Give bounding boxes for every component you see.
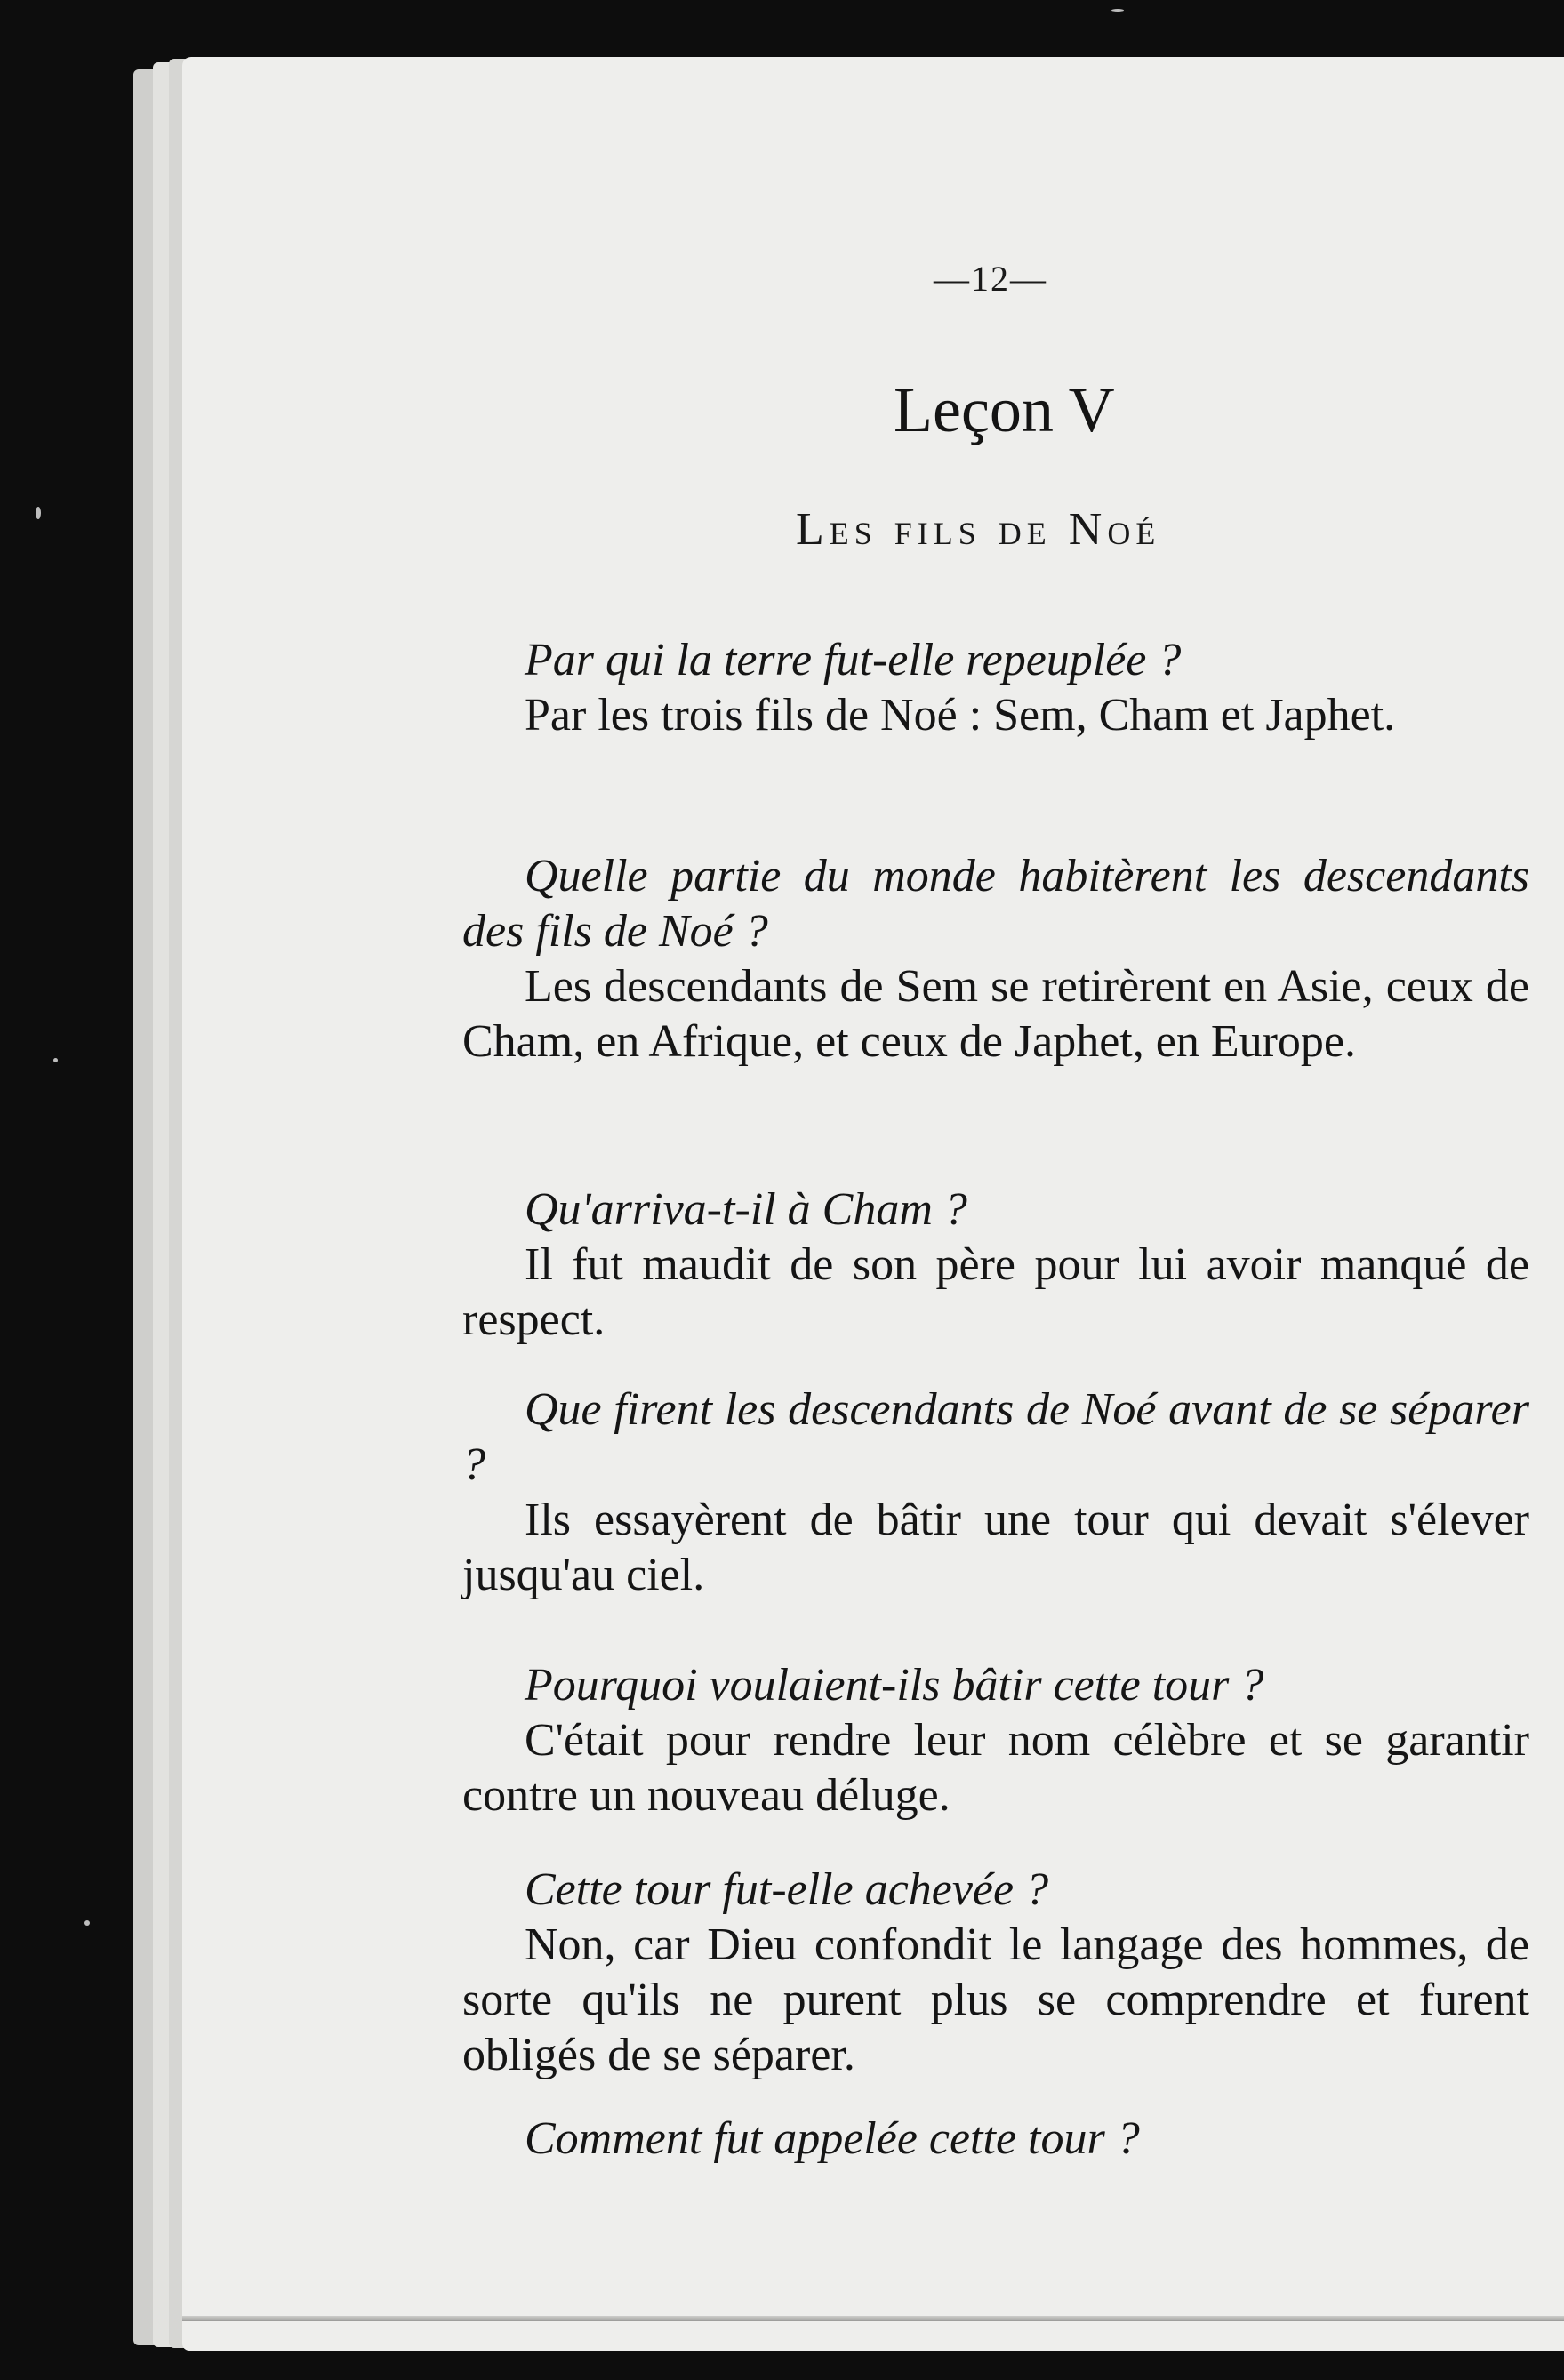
lesson-title: Leçon V	[894, 374, 1115, 445]
question: Comment fut appelée cette tour ?	[525, 2113, 1140, 2164]
qa-block-1	[462, 633, 1529, 743]
scan-speck	[36, 507, 41, 519]
answer: C'était pour rendre leur nom célèbre et se garantir contre un nouveau déluge.	[462, 1715, 1529, 1821]
qa-block-3	[462, 1182, 1529, 1348]
answer: Il fut maudit de son père pour lui avoir manqué de respect.	[462, 1239, 1529, 1345]
page-bottom-edge	[182, 2316, 1564, 2321]
qa-block-4	[462, 1382, 1529, 1603]
qa-block-5	[462, 1658, 1529, 1823]
qa-block-7	[462, 2112, 1529, 2167]
qa-block-2	[462, 849, 1529, 1070]
question: Que firent les descendants de Noé avant de se séparer ?	[462, 1384, 1529, 1490]
scan-speck	[1111, 9, 1124, 12]
answer: Les descendants de Sem se retirèrent en Asie, ceux de Cham, en Afrique, et ceux de Japhet, en Europe.	[462, 961, 1529, 1067]
answer: Non, car Dieu confondit le langage des hommes, de sorte qu'ils ne purent plus se comprendre et furent obligés de se séparer.	[462, 1919, 1529, 2080]
question: Cette tour fut-elle achevée ?	[525, 1864, 1049, 1915]
question: Quelle partie du monde habitèrent les descendants des fils de Noé ?	[462, 851, 1529, 957]
lesson-subtitle: Les fils de Noé	[796, 504, 1161, 555]
scan-speck	[84, 1920, 90, 1926]
scan-speck	[53, 1058, 58, 1062]
question: Par qui la terre fut-elle repeuplée ?	[525, 635, 1182, 685]
answer: Par les trois fils de Noé : Sem, Cham et Japhet.	[525, 690, 1396, 741]
question: Pourquoi voulaient-ils bâtir cette tour ?	[525, 1660, 1264, 1711]
question: Qu'arriva-t-il à Cham ?	[525, 1184, 967, 1235]
qa-block-6	[462, 1863, 1529, 2083]
answer: Ils essayèrent de bâtir une tour qui devait s'élever jusqu'au ciel.	[462, 1495, 1529, 1600]
page-number: —12—	[934, 259, 1047, 299]
